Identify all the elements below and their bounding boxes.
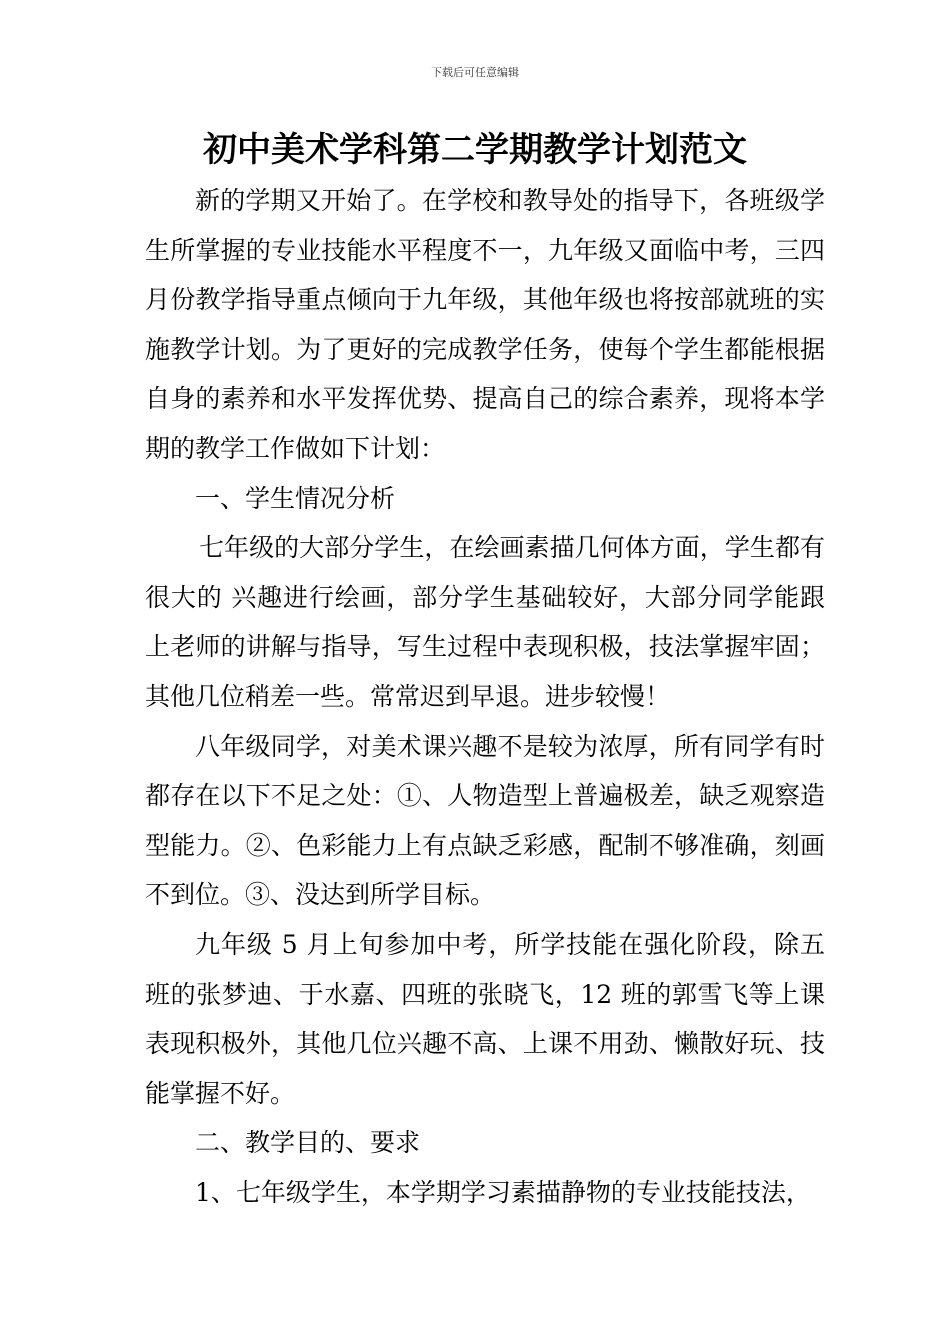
text-line: 级学生所掌握的专业技能水平程度不一，九年级又面临中 xyxy=(145,186,825,265)
paragraph-intro xyxy=(145,176,825,474)
paragraph-grade-9 xyxy=(145,920,825,1118)
text-line: 课表现积极外，其他几位兴趣不高、上课不用劲、懒散好 xyxy=(145,979,825,1059)
section-heading-student-analysis xyxy=(145,474,825,524)
text-line: 班的张梦迪、于水嘉、四班的张晓飞，12 班的郭雪飞等上 xyxy=(145,979,800,1009)
text-line: 玩、技能掌握不好。 xyxy=(145,1029,825,1108)
text-line: 新的学期又开始了。在学校和教导处的指导下，各班 xyxy=(195,186,775,215)
text-line: 学能跟上老师的讲解与指导，写生过程中表现积极，技法 xyxy=(145,582,825,662)
text-line: 1、七年级学生，本学期学习素描静物的专业技能技法， xyxy=(195,1177,811,1207)
text-line: 有时都存在以下不足之处：①、人物造型上普遍极差，缺 xyxy=(145,731,825,811)
header-note: 下载后可任意编辑 xyxy=(431,66,519,79)
document-body xyxy=(145,176,825,1217)
paragraph-grade-7 xyxy=(145,523,825,721)
paragraph-grade-8 xyxy=(145,722,825,920)
text-line: 七年级的大部分学生，在绘画素描几何体方面，学生 xyxy=(199,533,775,563)
document-title: 初中美术学科第二学期教学计划范文 xyxy=(203,130,747,170)
text-line: 掌握牢固；其他几位稍差一些。常常迟到早退。进步较慢！ xyxy=(145,632,825,711)
text-line: 够准确，刻画不到位。③、没达到所学目标。 xyxy=(145,830,825,910)
text-line: 二、教学目的、要求 xyxy=(195,1128,421,1158)
text-line: 九年级 5 月上旬参加中考，所学技能在强化阶段，除五 xyxy=(195,929,825,959)
paragraph-goal-1 xyxy=(145,1168,825,1218)
text-line: 每个学生都能根据自身的素养和水平发挥优势、提高自己 xyxy=(145,334,825,414)
section-heading-teaching-goals xyxy=(145,1118,825,1168)
text-line: 一、学生情况分析 xyxy=(195,483,396,513)
text-line: 八年级同学，对美术课兴趣不是较为浓厚，所有同学 xyxy=(195,731,775,761)
text-line: 的综合素养，现将本学期的教学工作做如下计划： xyxy=(145,384,825,463)
text-line: 都有很大的 兴趣进行绘画，部分学生基础较好，大部分同 xyxy=(145,533,825,612)
text-line: 乏观察造型能力。②、色彩能力上有点缺乏彩感，配制不 xyxy=(145,781,825,860)
text-line: 按部就班的实施教学计划。为了更好的完成教学任务，使 xyxy=(145,285,825,364)
text-line: 考，三四月份教学指导重点倾向于九年级，其他年级也将 xyxy=(145,235,825,315)
